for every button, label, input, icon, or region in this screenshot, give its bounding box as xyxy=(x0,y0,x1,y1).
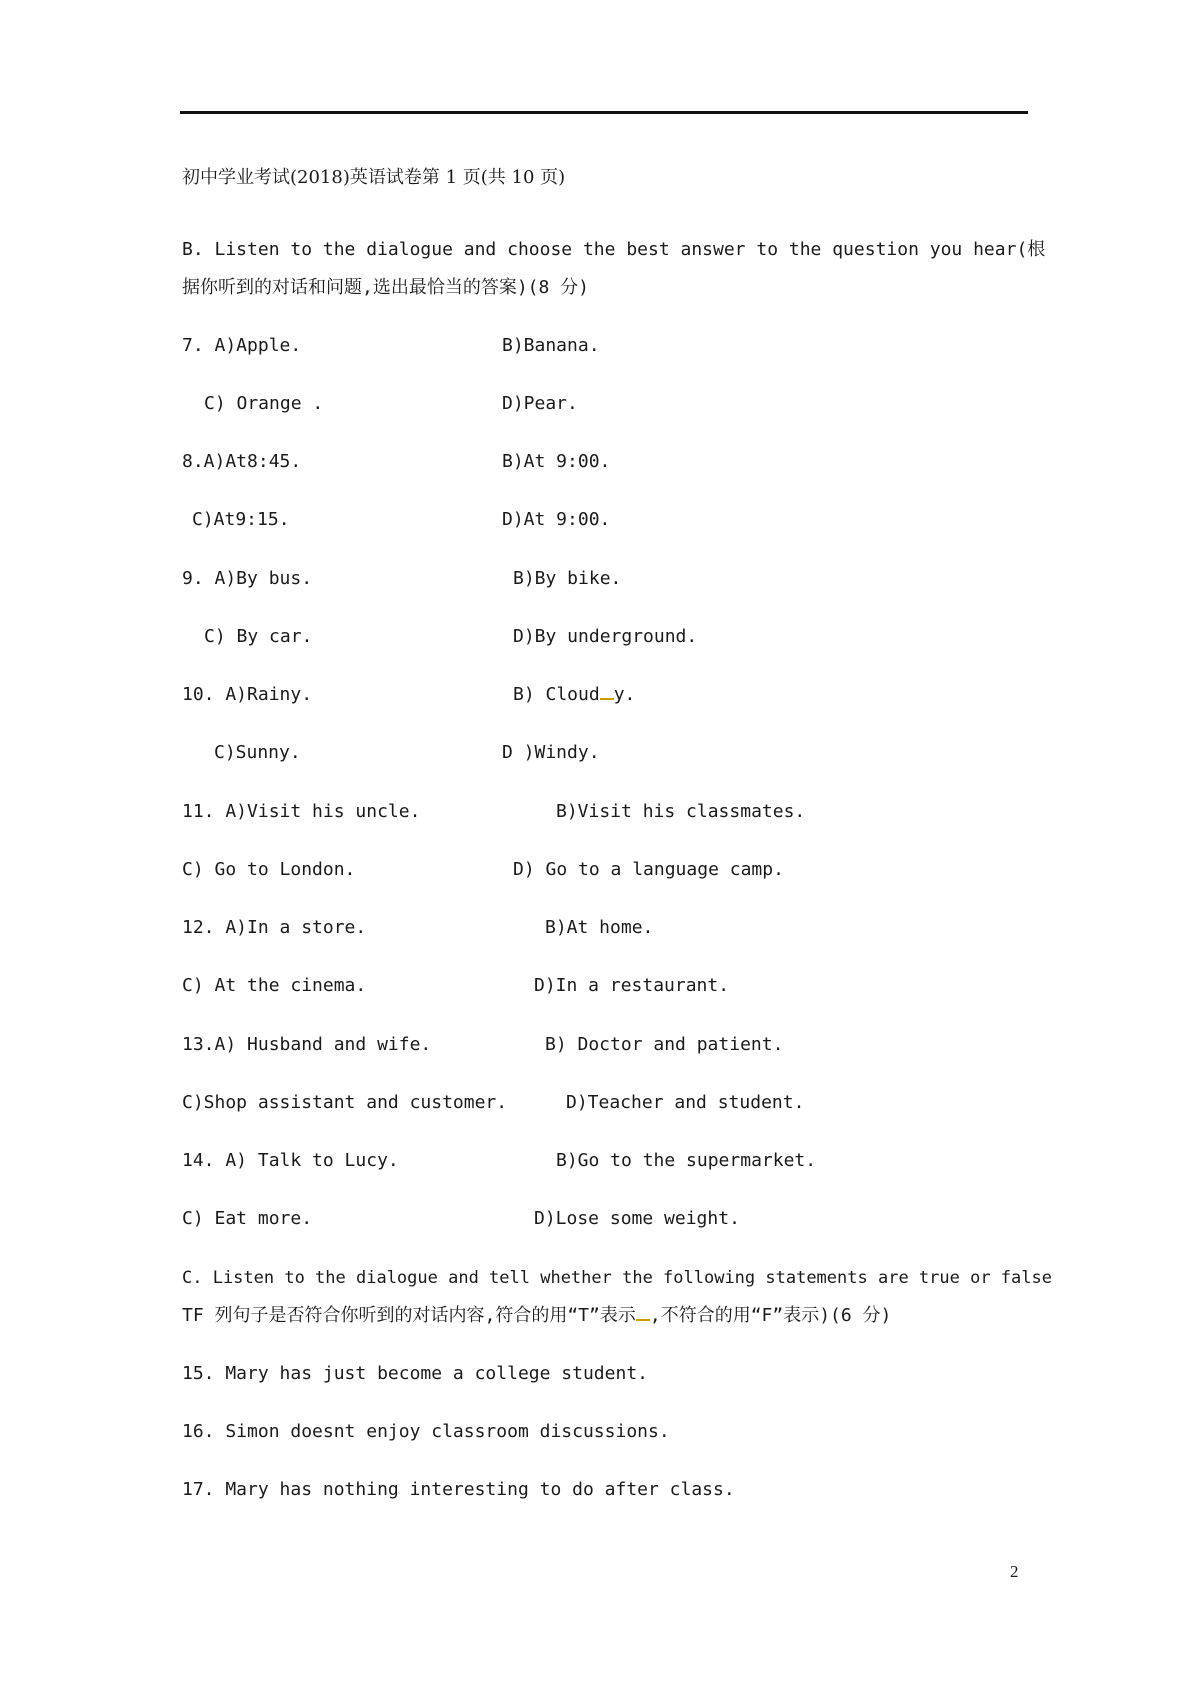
section-b-instruction-line-2: 据你听到的对话和问题,选出最恰当的答案)(8 分) xyxy=(182,277,590,298)
q10-option-b: B) Cloud y. xyxy=(513,684,636,705)
header-rule xyxy=(180,111,1028,114)
q14-option-c: C) Eat more. xyxy=(182,1208,313,1229)
q14-option-b: B)Go to the supermarket. xyxy=(556,1150,817,1171)
q12-option-b: B)At home. xyxy=(545,917,654,938)
exam-header: 初中学业考试(2018)英语试卷第 1 页(共 10 页) xyxy=(182,167,566,188)
section-c-instruction-line-1: C. Listen to the dialogue and tell whether the following statements are true or false xyxy=(182,1268,1052,1288)
q12-option-a: 12. A)In a store. xyxy=(182,917,367,938)
q8-option-a: 8.A)At8:45. xyxy=(182,451,302,472)
page-number: 2 xyxy=(1010,1562,1019,1581)
q8-option-b: B)At 9:00. xyxy=(502,451,611,472)
q9-option-d: D)By underground. xyxy=(513,626,698,647)
highlight-mark xyxy=(600,684,614,700)
q11-option-d: D) Go to a language camp. xyxy=(513,859,784,880)
q10-option-d: D )Windy. xyxy=(502,742,600,763)
q8-option-d: D)At 9:00. xyxy=(502,509,611,530)
q7-option-c: C) Orange . xyxy=(204,393,324,414)
statement-16: 16. Simon doesnt enjoy classroom discussions. xyxy=(182,1421,670,1442)
q13-option-d: D)Teacher and student. xyxy=(566,1092,805,1113)
statement-15: 15. Mary has just become a college student. xyxy=(182,1363,648,1384)
q9-option-c: C) By car. xyxy=(204,626,313,647)
section-c-instruction-line-2: TF 列句子是否符合你听到的对话内容,符合的用“T”表示 ,不符合的用“F”表示)(6 分) xyxy=(182,1305,892,1326)
q12-option-d: D)In a restaurant. xyxy=(534,975,730,996)
q13-option-c: C)Shop assistant and customer. xyxy=(182,1092,508,1113)
q10-option-c: C)Sunny. xyxy=(214,742,301,763)
q7-option-d: D)Pear. xyxy=(502,393,578,414)
q14-option-a: 14. A) Talk to Lucy. xyxy=(182,1150,399,1171)
statement-17: 17. Mary has nothing interesting to do after class. xyxy=(182,1479,735,1500)
q11-option-a: 11. A)Visit his uncle. xyxy=(182,801,421,822)
q9-option-b: B)By bike. xyxy=(513,568,622,589)
q11-option-b: B)Visit his classmates. xyxy=(556,801,806,822)
q10-option-a: 10. A)Rainy. xyxy=(182,684,313,705)
q7-option-a: 7. A)Apple. xyxy=(182,335,302,356)
highlight-mark xyxy=(636,1305,650,1321)
q13-option-a: 13.A) Husband and wife. xyxy=(182,1034,432,1055)
q7-option-b: B)Banana. xyxy=(502,335,600,356)
q8-option-c: C)At9:15. xyxy=(192,509,290,530)
section-b-instruction-line-1: B. Listen to the dialogue and choose the best answer to the question you hear(根 xyxy=(182,239,1046,260)
q13-option-b: B) Doctor and patient. xyxy=(545,1034,784,1055)
q12-option-c: C) At the cinema. xyxy=(182,975,367,996)
q14-option-d: D)Lose some weight. xyxy=(534,1208,740,1229)
q11-option-c: C) Go to London. xyxy=(182,859,356,880)
q9-option-a: 9. A)By bus. xyxy=(182,568,313,589)
